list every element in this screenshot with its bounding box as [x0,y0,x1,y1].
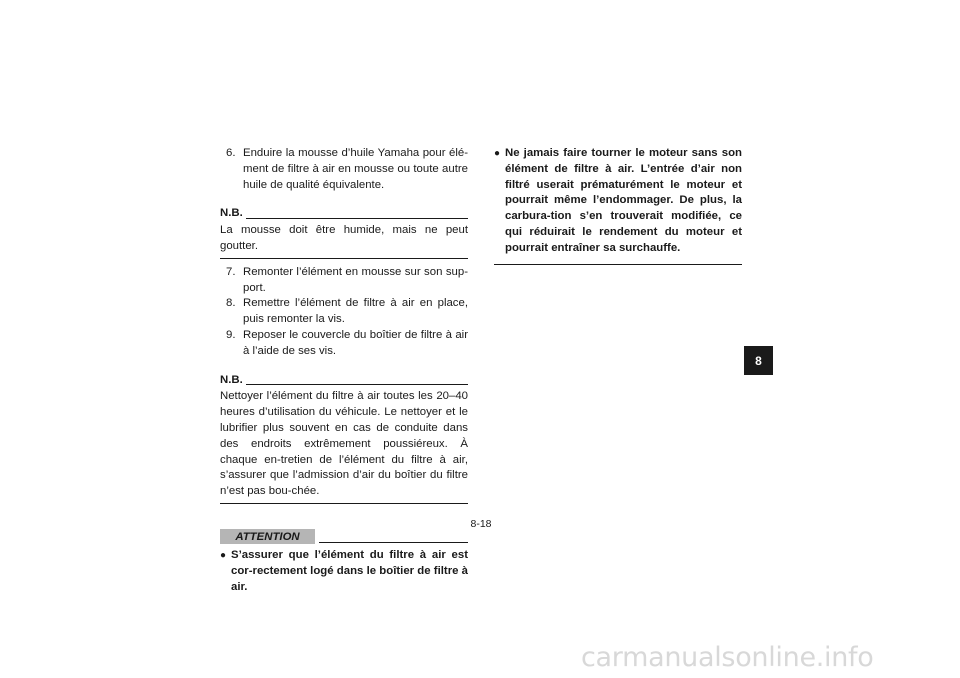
filled-circle-bullet-icon: ● [494,148,501,159]
attention-bullet [220,548,468,595]
step-text: Remettre l’élément de filtre à air en place, puis remonter la vis. [243,297,468,326]
note-text: Nettoyer l’élément du filtre à air toutes les 20–40 heures d’utilisation du véhicule. Le nettoyer et le lubrifier plus souvent en cas de conduite dans des endroits extrêmement poussiéreux. À chaque en-tretien de l’élément du filtre à air, s’assurer que l’admission d’air du boîtier du filtre n’est pas bou-chée. [220,390,468,498]
steps-list-b [220,265,468,360]
step-text: Enduire la mousse d’huile Yamaha pour élé-ment de filtre à air en mousse ou toute autre huile de qualité équivalente. [243,147,468,191]
step-number: 8. [226,297,236,310]
step-item [220,296,468,328]
page-number: 8-18 [470,518,492,530]
step-item [220,328,468,360]
attention-bullet-text: S’assurer que l’élément du filtre à air est cor-rectement logé dans le boîtier de filtre à air. [231,548,468,593]
step-number: 9. [226,328,236,341]
watermark: carmanualsonline.info [581,642,874,673]
step-text: Remonter l’élément en mousse sur son sup-port. [243,265,468,294]
note-header [220,206,468,222]
step-text: Reposer le couvercle du boîtier de filtre à air à l’aide de ses vis. [243,328,468,357]
right-column [494,146,742,265]
attention-bullet [494,146,742,257]
note-header [220,373,468,389]
note-rule [246,384,468,385]
attention-header [220,529,468,544]
chapter-tab: 8 [744,346,773,375]
step-item [220,146,468,193]
note-rule [246,218,468,219]
steps-list-a [220,146,468,193]
note-end-rule [220,258,468,259]
left-column [220,146,468,595]
step-number: 7. [226,265,236,278]
filled-circle-bullet-icon: ● [220,549,227,561]
note-label: N.B. [220,373,243,386]
attention-label: ATTENTION [220,529,315,544]
note-end-rule [220,503,468,504]
note-text: La mousse doit être humide, mais ne peut goutter. [220,224,468,252]
attention-rule [319,542,468,543]
note-label: N.B. [220,207,243,220]
step-item [220,265,468,297]
attention-end-rule [494,264,742,265]
attention-bullet-text: Ne jamais faire tourner le moteur sans son élément de filtre à air. L’entrée d’air non filtré userait prématurément le moteur et pourrait même l’endommager. De plus, la carbura-tion s’en trouverait modifiée, ce qui réduirait le rendement du moteur et pourrait entraîner sa surchauffe. [505,147,742,254]
step-number: 6. [226,147,236,159]
